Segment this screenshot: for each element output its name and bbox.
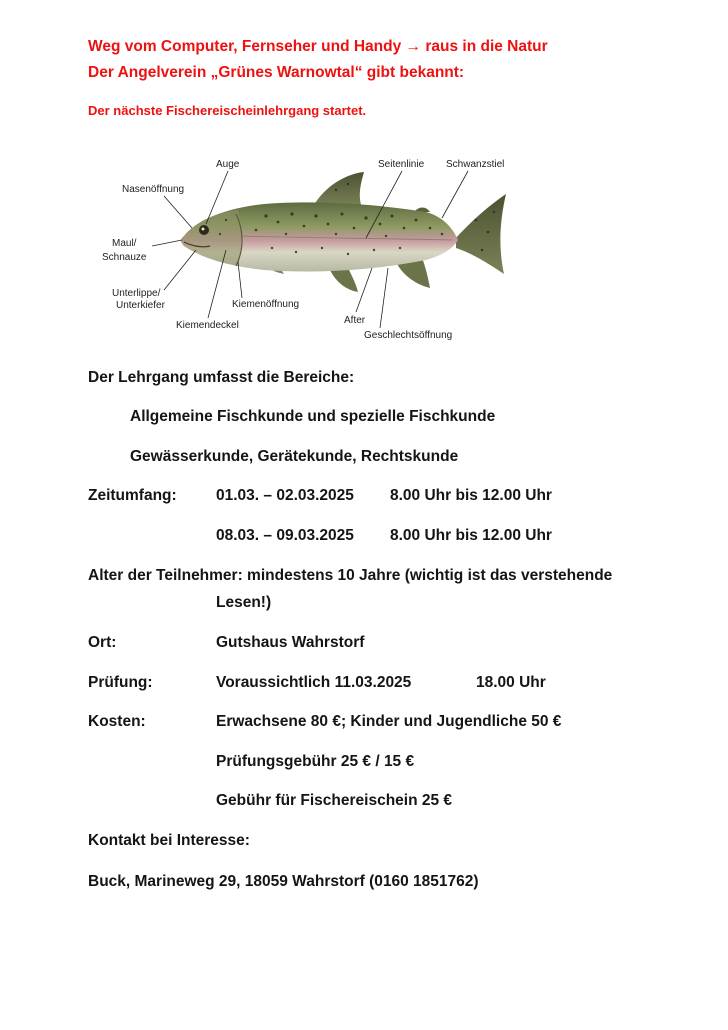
zeit-label: Zeitumfang: <box>88 487 177 504</box>
pruefung-label: Prüfung: <box>88 674 153 691</box>
label-kiemendeckel: Kiemendeckel <box>176 320 239 331</box>
label-seitenlinie: Seitenlinie <box>378 159 425 170</box>
kontakt-address: Buck, Marineweg 29, 18059 Wahrstorf (0160 1851762) <box>88 873 479 890</box>
course-topic-1: Allgemeine Fischkunde und spezielle Fischkunde <box>130 408 496 425</box>
header-line-3: Der nächste Fischereischeinlehrgang startet. <box>88 103 367 118</box>
ort-value: Gutshaus Wahrstorf <box>216 634 365 651</box>
zeit-time-2: 8.00 Uhr bis 12.00 Uhr <box>390 527 552 544</box>
pruefung-date: Voraussichtlich 11.03.2025 <box>216 674 412 691</box>
label-after: After <box>344 315 366 326</box>
zeit-date-1: 01.03. – 02.03.2025 <box>216 487 354 504</box>
alter-line-1: Alter der Teilnehmer: mindestens 10 Jahre (wichtig ist das verstehende <box>88 567 613 584</box>
arrow-right-icon: → <box>405 38 422 55</box>
trout-diagram <box>96 150 516 345</box>
kosten-line-3: Gebühr für Fischereischein 25 € <box>216 792 453 809</box>
header-line-1-text: Weg vom Computer, Fernseher und Handy <box>88 38 402 55</box>
zeit-time-1: 8.00 Uhr bis 12.00 Uhr <box>390 487 552 504</box>
kontakt-label: Kontakt bei Interesse: <box>88 832 250 849</box>
alter-line-2: Lesen!) <box>216 594 272 611</box>
kosten-label: Kosten: <box>88 713 146 730</box>
label-maul-2: Schnauze <box>102 252 147 263</box>
kosten-line-1: Erwachsene 80 €; Kinder und Jugendliche 50 € <box>216 713 562 730</box>
label-auge: Auge <box>216 159 240 170</box>
kosten-line-2: Prüfungsgebühr 25 € / 15 € <box>216 753 415 770</box>
label-maul-1: Maul/ <box>112 238 137 249</box>
zeit-date-2: 08.03. – 09.03.2025 <box>216 527 354 544</box>
label-kiemenoeffnung: Kiemenöffnung <box>232 299 300 310</box>
label-schwanzstiel: Schwanzstiel <box>446 159 505 170</box>
label-unterlippe-1: Unterlippe/ <box>112 288 161 299</box>
course-intro: Der Lehrgang umfasst die Bereiche: <box>88 369 355 386</box>
label-geschlechtsoeffnung: Geschlechtsöffnung <box>364 330 453 341</box>
fish-illustration <box>96 150 516 345</box>
header-line-1 <box>88 38 548 56</box>
header-line-2: Der Angelverein „Grünes Warnowtal“ gibt bekannt: <box>88 64 465 81</box>
ort-label: Ort: <box>88 634 117 651</box>
label-unterlippe-2: Unterkiefer <box>116 300 165 311</box>
label-nasenoeffnung: Nasenöffnung <box>122 184 185 195</box>
pruefung-time: 18.00 Uhr <box>476 674 546 691</box>
header-line-1-end: raus in die Natur <box>425 38 548 55</box>
course-topic-2: Gewässerkunde, Gerätekunde, Rechtskunde <box>130 448 459 465</box>
